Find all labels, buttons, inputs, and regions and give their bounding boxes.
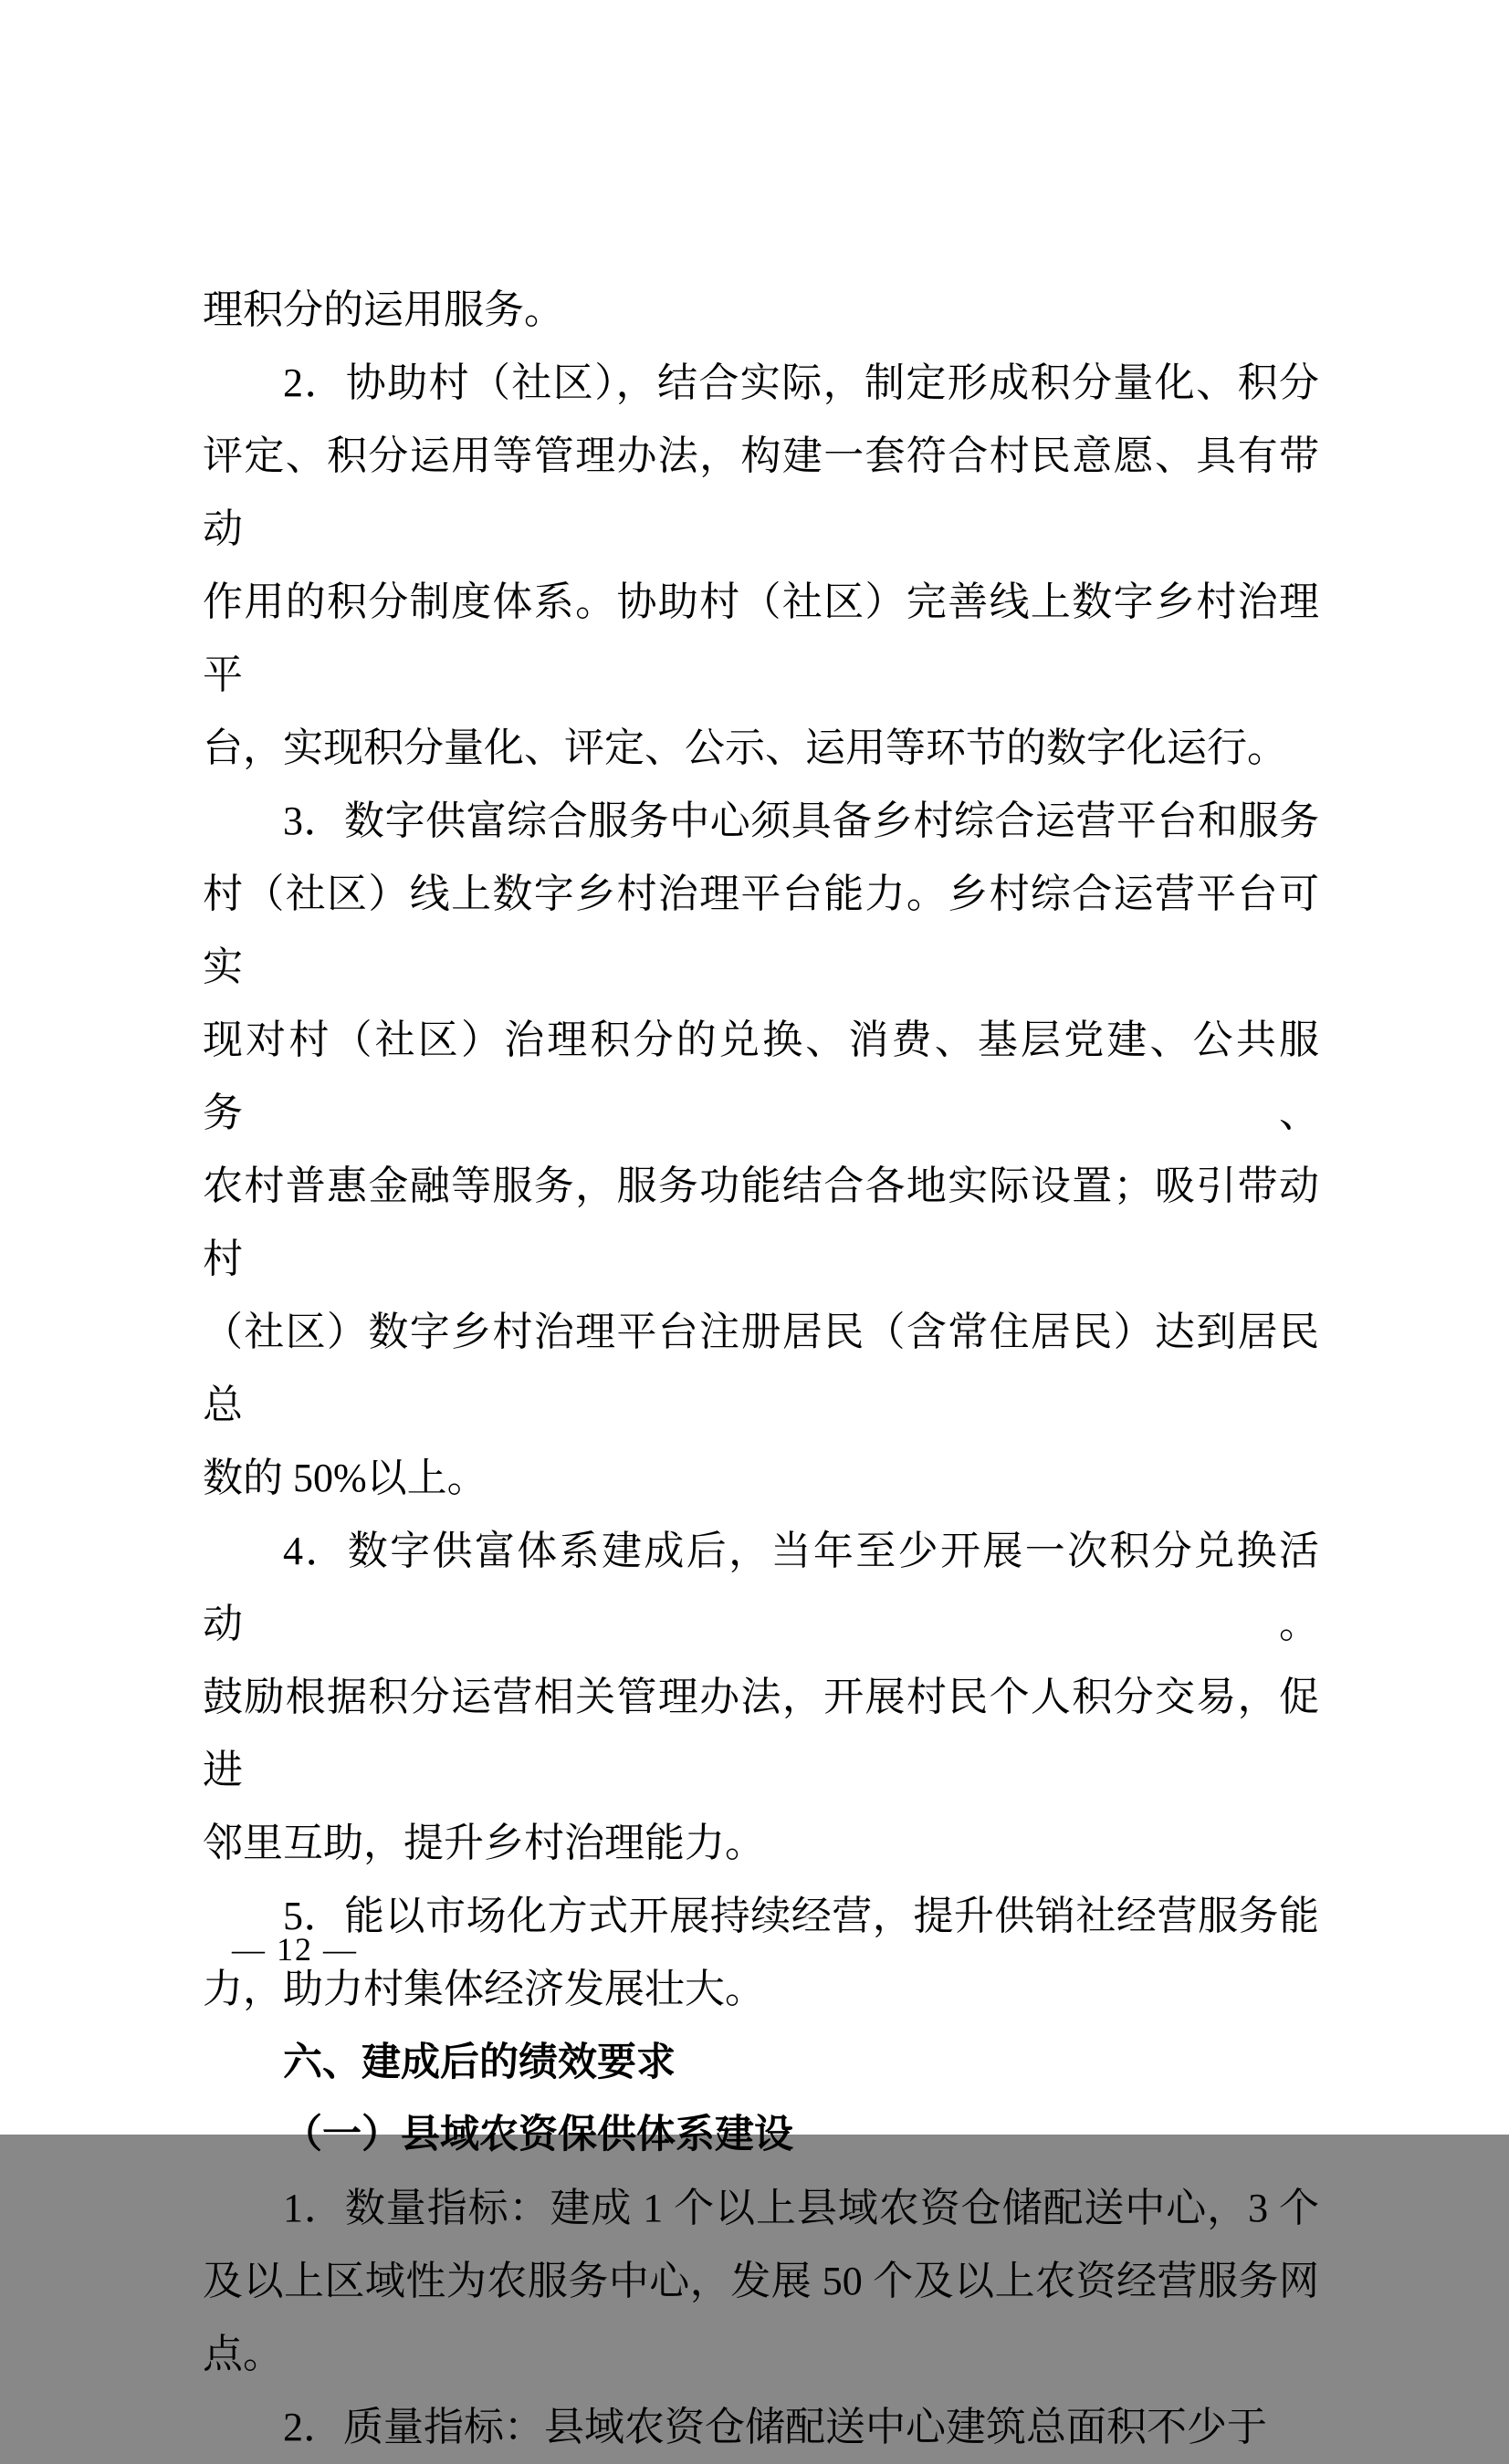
text-line: 5．能以市场化方式开展持续经营，提升供销社经营服务能 bbox=[283, 1894, 1319, 1938]
text-line: 村（社区）线上数字乡村治理平台能力。乡村综合运营平台可实 bbox=[203, 872, 1319, 989]
section-heading: 六、建成后的绩效要求 bbox=[283, 2041, 676, 2084]
text-line: 评定、积分运用等管理办法，构建一套符合村民意愿、具有带动 bbox=[203, 433, 1319, 551]
text-line: 理积分的运用服务。 bbox=[203, 287, 564, 332]
text-line: 现对村（社区）治理积分的兑换、消费、基层党建、公共服务、 bbox=[203, 1018, 1319, 1135]
text-line: （社区）数字乡村治理平台注册居民（含常住居民）达到居民总 bbox=[203, 1310, 1319, 1427]
text-line: 台，实现积分量化、评定、公示、运用等环节的数字化运行。 bbox=[203, 726, 1287, 770]
text-line: 邻里互助，提升乡村治理能力。 bbox=[203, 1821, 765, 1865]
text-line: 力，助力村集体经济发展壮大。 bbox=[203, 1967, 765, 2011]
text-line: 农村普惠金融等服务，服务功能结合各地实际设置；吸引带动村 bbox=[203, 1164, 1319, 1281]
text-line: 数的 50%以上。 bbox=[203, 1456, 487, 1500]
document-body bbox=[203, 274, 1319, 2464]
text-line: 作用的积分制度体系。协助村（社区）完善线上数字乡村治理平 bbox=[203, 579, 1319, 697]
text-line: 点。 bbox=[203, 2332, 283, 2376]
text-line: 及以上区域性为农服务中心，发展 50 个及以上农资经营服务网 bbox=[203, 2259, 1319, 2303]
text-line: 3．数字供富综合服务中心须具备乡村综合运营平台和服务 bbox=[283, 799, 1319, 843]
text-line: 4．数字供富体系建成后，当年至少开展一次积分兑换活动。 bbox=[203, 1529, 1319, 1646]
subsection-heading: （一）县域农资保供体系建设 bbox=[283, 2114, 793, 2156]
text-line: 鼓励根据积分运营相关管理办法，开展村民个人积分交易，促进 bbox=[203, 1675, 1319, 1792]
text-line: 2．协助村（社区），结合实际，制定形成积分量化、积分 bbox=[283, 360, 1319, 405]
page-number: — 12 — bbox=[232, 1931, 358, 1968]
text-line: 2．质量指标：县域农资仓储配送中心建筑总面积不少于 bbox=[283, 2405, 1267, 2449]
text-line: 1．数量指标：建成 1 个以上县域农资仓储配送中心，3 个 bbox=[283, 2186, 1319, 2230]
